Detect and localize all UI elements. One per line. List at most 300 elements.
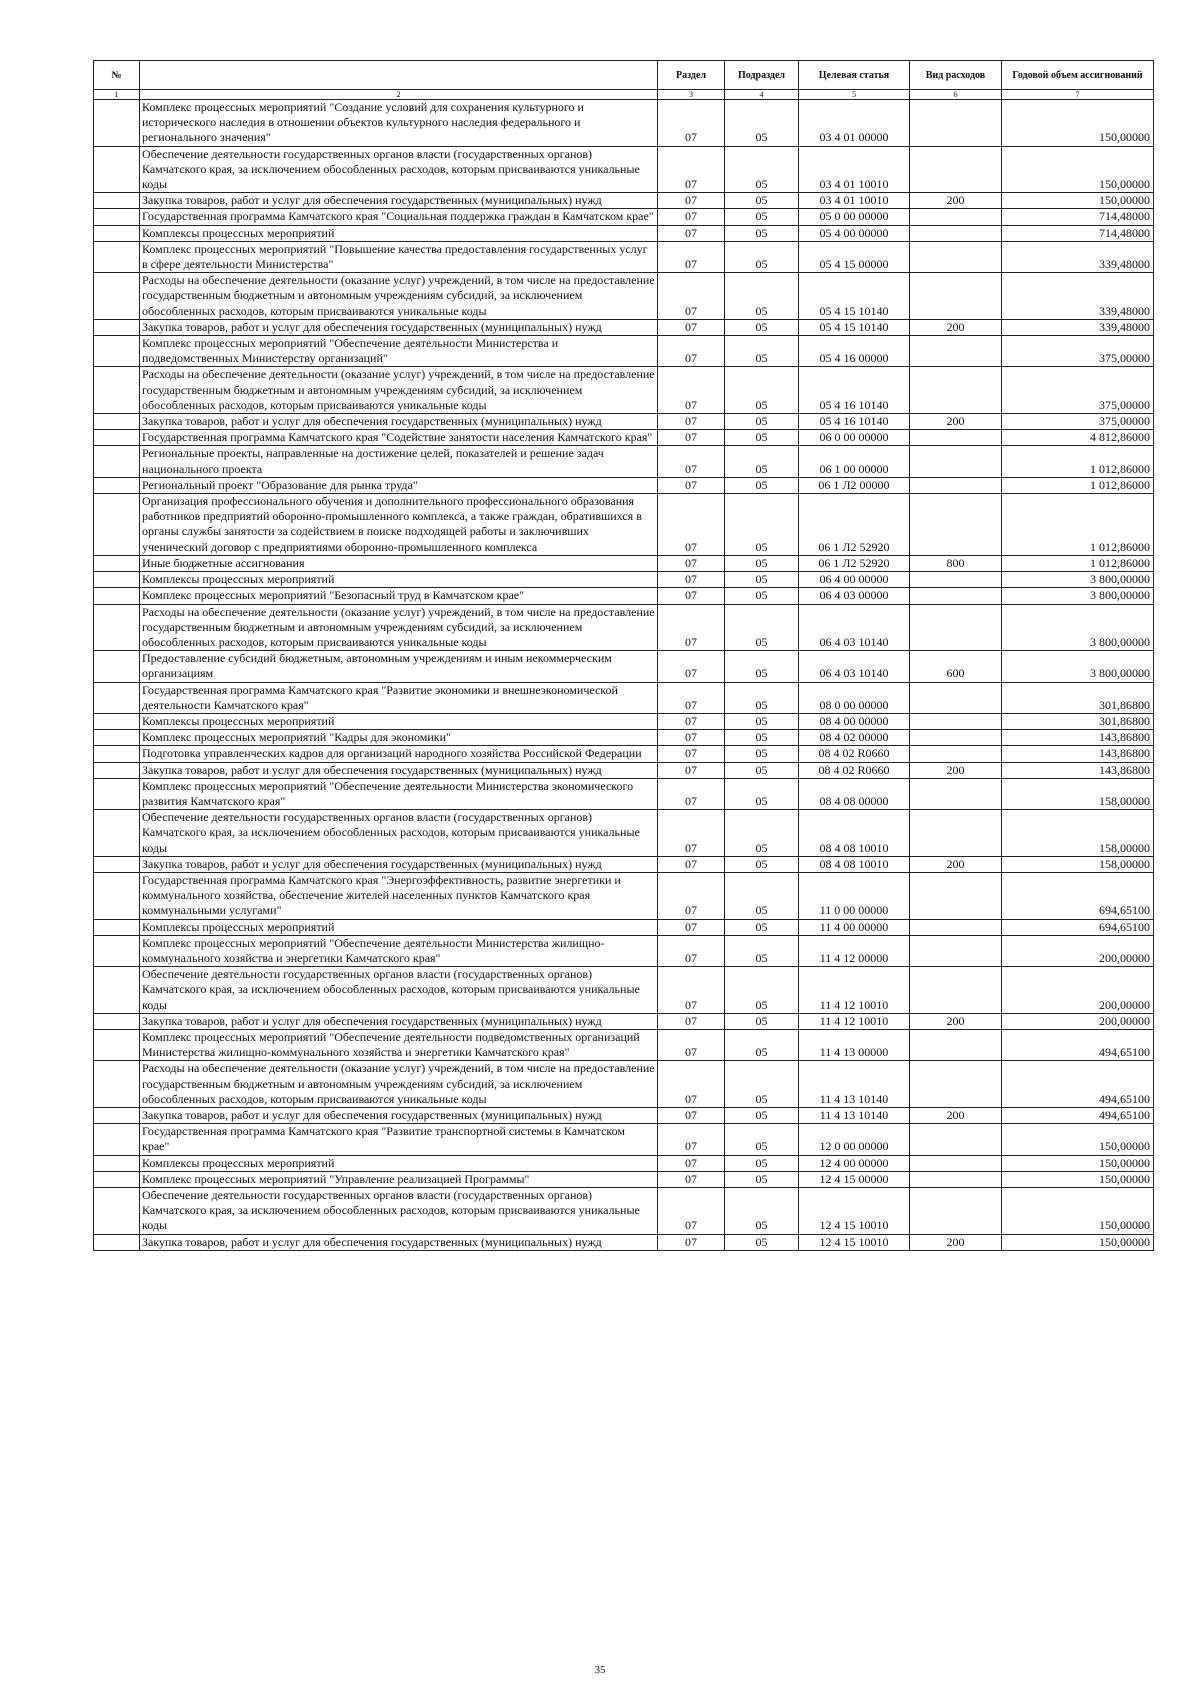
row-target-cell: 11 4 12 10010 xyxy=(799,967,910,1014)
row-name-cell: Региональные проекты, направленные на достижение целей, показателей и решение задач национального проекта xyxy=(140,446,658,477)
row-target-cell: 08 4 08 10010 xyxy=(799,810,910,857)
table-row xyxy=(94,241,1154,272)
table-row xyxy=(94,572,1154,588)
row-amount-cell: 150,00000 xyxy=(1002,1188,1154,1235)
row-name-cell: Предоставление субсидий бюджетным, автономным учреждениям и иным некоммерческим организациям xyxy=(140,651,658,682)
row-expense-type-cell xyxy=(910,273,1002,320)
row-expense-type-cell xyxy=(910,730,1002,746)
header-no: № xyxy=(94,61,140,90)
row-subsection-cell: 05 xyxy=(725,367,799,414)
row-amount-cell: 200,00000 xyxy=(1002,967,1154,1014)
budget-table xyxy=(93,60,1154,1251)
table-row xyxy=(94,336,1154,367)
row-expense-type-cell xyxy=(910,919,1002,935)
row-index-cell xyxy=(94,414,140,430)
row-name-cell: Государственная программа Камчатского края "Социальная поддержка граждан в Камчатском крае" xyxy=(140,209,658,225)
row-target-cell: 08 4 08 00000 xyxy=(799,778,910,809)
row-target-cell: 06 4 03 00000 xyxy=(799,588,910,604)
row-expense-type-cell xyxy=(910,336,1002,367)
table-row xyxy=(94,762,1154,778)
row-target-cell: 11 4 13 10140 xyxy=(799,1061,910,1108)
row-name-cell: Закупка товаров, работ и услуг для обеспечения государственных (муниципальных) нужд xyxy=(140,1234,658,1250)
table-body xyxy=(94,100,1154,1251)
row-target-cell: 05 4 00 00000 xyxy=(799,225,910,241)
row-subsection-cell: 05 xyxy=(725,241,799,272)
row-section-cell: 07 xyxy=(658,319,725,335)
row-name-cell: Расходы на обеспечение деятельности (оказание услуг) учреждений, в том числе на предоставление государственным бюджетным и автономным учреждениям субсидий, за исключением обособленных расходов, которым присваиваются уникальные коды xyxy=(140,1061,658,1108)
row-expense-type-cell xyxy=(910,746,1002,762)
row-name-cell: Комплексы процессных мероприятий xyxy=(140,919,658,935)
row-amount-cell: 158,00000 xyxy=(1002,778,1154,809)
row-target-cell: 08 4 02 00000 xyxy=(799,730,910,746)
row-amount-cell: 3 800,00000 xyxy=(1002,572,1154,588)
row-section-cell: 07 xyxy=(658,810,725,857)
row-target-cell: 03 4 01 10010 xyxy=(799,146,910,193)
row-name-cell: Закупка товаров, работ и услуг для обеспечения государственных (муниципальных) нужд xyxy=(140,319,658,335)
row-expense-type-cell: 200 xyxy=(910,856,1002,872)
row-index-cell xyxy=(94,1188,140,1235)
row-expense-type-cell xyxy=(910,810,1002,857)
header-target: Целевая статья xyxy=(799,61,910,90)
row-target-cell: 11 4 00 00000 xyxy=(799,919,910,935)
row-name-cell: Комплекс процессных мероприятий "Создание условий для сохранения культурного и исторического наследия в отношении объектов культурного наследия федерального и регионального значения" xyxy=(140,100,658,147)
row-expense-type-cell: 600 xyxy=(910,651,1002,682)
row-amount-cell: 3 800,00000 xyxy=(1002,651,1154,682)
row-index-cell xyxy=(94,1171,140,1187)
row-amount-cell: 158,00000 xyxy=(1002,856,1154,872)
row-subsection-cell: 05 xyxy=(725,100,799,147)
row-target-cell: 06 1 Л2 52920 xyxy=(799,494,910,556)
row-target-cell: 12 4 15 10010 xyxy=(799,1234,910,1250)
row-amount-cell: 3 800,00000 xyxy=(1002,604,1154,651)
row-expense-type-cell xyxy=(910,872,1002,919)
row-section-cell: 07 xyxy=(658,1029,725,1060)
table-row xyxy=(94,1171,1154,1187)
table-row xyxy=(94,713,1154,729)
row-subsection-cell: 05 xyxy=(725,193,799,209)
table-row xyxy=(94,1155,1154,1171)
row-index-cell xyxy=(94,1155,140,1171)
row-expense-type-cell: 200 xyxy=(910,414,1002,430)
row-amount-cell: 714,48000 xyxy=(1002,209,1154,225)
table-row xyxy=(94,919,1154,935)
row-target-cell: 12 4 15 10010 xyxy=(799,1188,910,1235)
row-index-cell xyxy=(94,555,140,571)
row-name-cell: Комплекс процессных мероприятий "Управление реализацией Программы" xyxy=(140,1171,658,1187)
row-amount-cell: 375,00000 xyxy=(1002,336,1154,367)
row-index-cell xyxy=(94,225,140,241)
table-row xyxy=(94,1108,1154,1124)
row-expense-type-cell xyxy=(910,778,1002,809)
budget-document xyxy=(93,60,1153,1251)
row-expense-type-cell xyxy=(910,604,1002,651)
row-index-cell xyxy=(94,494,140,556)
row-name-cell: Расходы на обеспечение деятельности (оказание услуг) учреждений, в том числе на предоставление государственным бюджетным и автономным учреждениям субсидий, за исключением обособленных расходов, которым присваиваются уникальные коды xyxy=(140,604,658,651)
row-subsection-cell: 05 xyxy=(725,430,799,446)
row-index-cell xyxy=(94,730,140,746)
row-subsection-cell: 05 xyxy=(725,1234,799,1250)
row-name-cell: Комплексы процессных мероприятий xyxy=(140,225,658,241)
row-amount-cell: 301,86800 xyxy=(1002,713,1154,729)
row-index-cell xyxy=(94,446,140,477)
row-subsection-cell: 05 xyxy=(725,555,799,571)
row-subsection-cell: 05 xyxy=(725,746,799,762)
row-index-cell xyxy=(94,336,140,367)
row-section-cell: 07 xyxy=(658,146,725,193)
row-expense-type-cell xyxy=(910,146,1002,193)
table-header-row xyxy=(94,61,1154,90)
row-subsection-cell: 05 xyxy=(725,919,799,935)
row-name-cell: Расходы на обеспечение деятельности (оказание услуг) учреждений, в том числе на предоставление государственным бюджетным и автономным учреждениям субсидий, за исключением обособленных расходов, которым присваиваются уникальные коды xyxy=(140,367,658,414)
row-index-cell xyxy=(94,682,140,713)
table-row xyxy=(94,856,1154,872)
row-amount-cell: 143,86800 xyxy=(1002,746,1154,762)
row-expense-type-cell: 200 xyxy=(910,1234,1002,1250)
row-subsection-cell: 05 xyxy=(725,225,799,241)
row-expense-type-cell xyxy=(910,209,1002,225)
row-name-cell: Закупка товаров, работ и услуг для обеспечения государственных (муниципальных) нужд xyxy=(140,414,658,430)
header-section: Раздел xyxy=(658,61,725,90)
row-amount-cell: 301,86800 xyxy=(1002,682,1154,713)
row-index-cell xyxy=(94,604,140,651)
table-row xyxy=(94,209,1154,225)
row-amount-cell: 150,00000 xyxy=(1002,1155,1154,1171)
row-target-cell: 05 4 16 10140 xyxy=(799,414,910,430)
header-annual-volume: Годовой объем ассигнований xyxy=(1002,61,1154,90)
row-target-cell: 05 4 15 00000 xyxy=(799,241,910,272)
row-name-cell: Комплекс процессных мероприятий "Обеспечение деятельности Министерства экономического развития Камчатского края" xyxy=(140,778,658,809)
row-subsection-cell: 05 xyxy=(725,604,799,651)
row-amount-cell: 200,00000 xyxy=(1002,935,1154,966)
row-target-cell: 05 4 15 10140 xyxy=(799,273,910,320)
row-target-cell: 12 0 00 00000 xyxy=(799,1124,910,1155)
row-amount-cell: 158,00000 xyxy=(1002,810,1154,857)
table-row xyxy=(94,367,1154,414)
row-section-cell: 07 xyxy=(658,746,725,762)
row-subsection-cell: 05 xyxy=(725,935,799,966)
table-row xyxy=(94,746,1154,762)
row-section-cell: 07 xyxy=(658,414,725,430)
row-expense-type-cell: 800 xyxy=(910,555,1002,571)
row-subsection-cell: 05 xyxy=(725,651,799,682)
table-row xyxy=(94,146,1154,193)
table-row xyxy=(94,225,1154,241)
row-target-cell: 12 4 00 00000 xyxy=(799,1155,910,1171)
row-index-cell xyxy=(94,713,140,729)
row-expense-type-cell: 200 xyxy=(910,319,1002,335)
row-subsection-cell: 05 xyxy=(725,1124,799,1155)
row-section-cell: 07 xyxy=(658,477,725,493)
row-target-cell: 06 1 Л2 52920 xyxy=(799,555,910,571)
row-target-cell: 06 1 Л2 00000 xyxy=(799,477,910,493)
table-row xyxy=(94,446,1154,477)
row-amount-cell: 150,00000 xyxy=(1002,1234,1154,1250)
row-subsection-cell: 05 xyxy=(725,273,799,320)
row-amount-cell: 150,00000 xyxy=(1002,146,1154,193)
row-subsection-cell: 05 xyxy=(725,682,799,713)
row-expense-type-cell xyxy=(910,935,1002,966)
row-amount-cell: 714,48000 xyxy=(1002,225,1154,241)
row-name-cell: Региональный проект "Образование для рынка труда" xyxy=(140,477,658,493)
row-expense-type-cell xyxy=(910,430,1002,446)
row-target-cell: 05 0 00 00000 xyxy=(799,209,910,225)
row-index-cell xyxy=(94,209,140,225)
row-subsection-cell: 05 xyxy=(725,319,799,335)
row-section-cell: 07 xyxy=(658,555,725,571)
row-amount-cell: 150,00000 xyxy=(1002,1124,1154,1155)
row-subsection-cell: 05 xyxy=(725,1013,799,1029)
row-section-cell: 07 xyxy=(658,1234,725,1250)
row-amount-cell: 694,65100 xyxy=(1002,919,1154,935)
row-expense-type-cell xyxy=(910,241,1002,272)
row-name-cell: Комплекс процессных мероприятий "Обеспечение деятельности подведомственных организаций Министерства жилищно-коммунального хозяйства и энергетики Камчатского края" xyxy=(140,1029,658,1060)
row-index-cell xyxy=(94,1061,140,1108)
row-index-cell xyxy=(94,919,140,935)
row-index-cell xyxy=(94,1013,140,1029)
row-section-cell: 07 xyxy=(658,100,725,147)
row-amount-cell: 200,00000 xyxy=(1002,1013,1154,1029)
row-subsection-cell: 05 xyxy=(725,414,799,430)
row-amount-cell: 150,00000 xyxy=(1002,1171,1154,1187)
row-target-cell: 08 0 00 00000 xyxy=(799,682,910,713)
row-section-cell: 07 xyxy=(658,336,725,367)
row-subsection-cell: 05 xyxy=(725,1188,799,1235)
table-row xyxy=(94,193,1154,209)
row-amount-cell: 339,48000 xyxy=(1002,273,1154,320)
column-number: 7 xyxy=(1002,90,1154,100)
row-amount-cell: 1 012,86000 xyxy=(1002,555,1154,571)
table-row xyxy=(94,651,1154,682)
row-expense-type-cell xyxy=(910,1124,1002,1155)
row-index-cell xyxy=(94,241,140,272)
row-section-cell: 07 xyxy=(658,1124,725,1155)
row-name-cell: Государственная программа Камчатского края "Развитие экономики и внешнеэкономической деятельности Камчатского края" xyxy=(140,682,658,713)
row-expense-type-cell xyxy=(910,588,1002,604)
row-index-cell xyxy=(94,319,140,335)
row-amount-cell: 694,65100 xyxy=(1002,872,1154,919)
row-expense-type-cell: 200 xyxy=(910,193,1002,209)
row-section-cell: 07 xyxy=(658,241,725,272)
row-expense-type-cell xyxy=(910,1061,1002,1108)
row-name-cell: Комплекс процессных мероприятий "Обеспечение деятельности Министерства и подведомственных Министерству организаций" xyxy=(140,336,658,367)
row-index-cell xyxy=(94,872,140,919)
row-target-cell: 11 4 13 10140 xyxy=(799,1108,910,1124)
row-name-cell: Комплексы процессных мероприятий xyxy=(140,713,658,729)
row-section-cell: 07 xyxy=(658,935,725,966)
row-index-cell xyxy=(94,146,140,193)
row-section-cell: 07 xyxy=(658,682,725,713)
row-target-cell: 11 4 12 10010 xyxy=(799,1013,910,1029)
table-row xyxy=(94,1061,1154,1108)
row-amount-cell: 494,65100 xyxy=(1002,1108,1154,1124)
row-expense-type-cell xyxy=(910,713,1002,729)
row-amount-cell: 4 812,86000 xyxy=(1002,430,1154,446)
row-subsection-cell: 05 xyxy=(725,209,799,225)
row-section-cell: 07 xyxy=(658,273,725,320)
column-number: 1 xyxy=(94,90,140,100)
row-expense-type-cell xyxy=(910,367,1002,414)
row-target-cell: 06 0 00 00000 xyxy=(799,430,910,446)
row-section-cell: 07 xyxy=(658,572,725,588)
row-index-cell xyxy=(94,810,140,857)
row-index-cell xyxy=(94,967,140,1014)
row-index-cell xyxy=(94,430,140,446)
row-name-cell: Комплекс процессных мероприятий "Обеспечение деятельности Министерства жилищно-коммунального хозяйства и энергетики Камчатского края" xyxy=(140,935,658,966)
row-expense-type-cell xyxy=(910,1155,1002,1171)
table-row xyxy=(94,1188,1154,1235)
row-target-cell: 08 4 02 R0660 xyxy=(799,762,910,778)
row-index-cell xyxy=(94,1124,140,1155)
row-index-cell xyxy=(94,778,140,809)
row-amount-cell: 143,86800 xyxy=(1002,730,1154,746)
row-section-cell: 07 xyxy=(658,967,725,1014)
row-target-cell: 05 4 16 10140 xyxy=(799,367,910,414)
row-expense-type-cell: 200 xyxy=(910,1013,1002,1029)
row-subsection-cell: 05 xyxy=(725,446,799,477)
table-row xyxy=(94,967,1154,1014)
table-row xyxy=(94,1029,1154,1060)
row-amount-cell: 150,00000 xyxy=(1002,100,1154,147)
row-target-cell: 08 4 00 00000 xyxy=(799,713,910,729)
row-name-cell: Закупка товаров, работ и услуг для обеспечения государственных (муниципальных) нужд xyxy=(140,762,658,778)
row-subsection-cell: 05 xyxy=(725,588,799,604)
row-index-cell xyxy=(94,273,140,320)
row-amount-cell: 494,65100 xyxy=(1002,1061,1154,1108)
row-index-cell xyxy=(94,1108,140,1124)
header-subsection: Подраздел xyxy=(725,61,799,90)
row-expense-type-cell xyxy=(910,225,1002,241)
row-target-cell: 11 4 12 00000 xyxy=(799,935,910,966)
row-target-cell: 12 4 15 00000 xyxy=(799,1171,910,1187)
row-section-cell: 07 xyxy=(658,651,725,682)
row-subsection-cell: 05 xyxy=(725,146,799,193)
row-section-cell: 07 xyxy=(658,494,725,556)
table-row xyxy=(94,682,1154,713)
row-expense-type-cell: 200 xyxy=(910,1108,1002,1124)
row-index-cell xyxy=(94,651,140,682)
row-target-cell: 11 4 13 00000 xyxy=(799,1029,910,1060)
row-expense-type-cell xyxy=(910,494,1002,556)
header-expense-type: Вид расходов xyxy=(910,61,1002,90)
row-expense-type-cell: 200 xyxy=(910,762,1002,778)
row-index-cell xyxy=(94,367,140,414)
row-name-cell: Обеспечение деятельности государственных органов власти (государственных органов) Камчатского края, за исключением обособленных расходов, которым присваиваются уникальные коды xyxy=(140,967,658,1014)
row-expense-type-cell xyxy=(910,477,1002,493)
row-section-cell: 07 xyxy=(658,1108,725,1124)
table-row xyxy=(94,430,1154,446)
row-index-cell xyxy=(94,856,140,872)
row-name-cell: Закупка товаров, работ и услуг для обеспечения государственных (муниципальных) нужд xyxy=(140,856,658,872)
table-row xyxy=(94,872,1154,919)
row-expense-type-cell xyxy=(910,1029,1002,1060)
row-name-cell: Обеспечение деятельности государственных органов власти (государственных органов) Камчатского края, за исключением обособленных расходов, которым присваиваются уникальные коды xyxy=(140,810,658,857)
row-expense-type-cell xyxy=(910,1171,1002,1187)
row-name-cell: Закупка товаров, работ и услуг для обеспечения государственных (муниципальных) нужд xyxy=(140,1108,658,1124)
row-amount-cell: 143,86800 xyxy=(1002,762,1154,778)
row-amount-cell: 1 012,86000 xyxy=(1002,446,1154,477)
row-name-cell: Государственная программа Камчатского края "Содействие занятости населения Камчатского края" xyxy=(140,430,658,446)
row-subsection-cell: 05 xyxy=(725,336,799,367)
row-name-cell: Комплекс процессных мероприятий "Кадры для экономики" xyxy=(140,730,658,746)
table-row xyxy=(94,604,1154,651)
row-section-cell: 07 xyxy=(658,209,725,225)
row-subsection-cell: 05 xyxy=(725,967,799,1014)
table-row xyxy=(94,414,1154,430)
row-index-cell xyxy=(94,1029,140,1060)
row-target-cell: 06 4 03 10140 xyxy=(799,604,910,651)
row-target-cell: 03 4 01 10010 xyxy=(799,193,910,209)
row-subsection-cell: 05 xyxy=(725,730,799,746)
row-section-cell: 07 xyxy=(658,1061,725,1108)
row-section-cell: 07 xyxy=(658,1155,725,1171)
table-row xyxy=(94,778,1154,809)
row-expense-type-cell xyxy=(910,446,1002,477)
table-row xyxy=(94,273,1154,320)
row-expense-type-cell xyxy=(910,572,1002,588)
row-amount-cell: 1 012,86000 xyxy=(1002,477,1154,493)
row-name-cell: Комплекс процессных мероприятий "Безопасный труд в Камчатском крае" xyxy=(140,588,658,604)
row-section-cell: 07 xyxy=(658,856,725,872)
table-row xyxy=(94,494,1154,556)
row-index-cell xyxy=(94,193,140,209)
table-row xyxy=(94,319,1154,335)
row-amount-cell: 1 012,86000 xyxy=(1002,494,1154,556)
row-section-cell: 07 xyxy=(658,872,725,919)
row-section-cell: 07 xyxy=(658,1188,725,1235)
table-row xyxy=(94,1234,1154,1250)
row-section-cell: 07 xyxy=(658,730,725,746)
column-number: 5 xyxy=(799,90,910,100)
row-section-cell: 07 xyxy=(658,446,725,477)
row-name-cell: Комплексы процессных мероприятий xyxy=(140,1155,658,1171)
row-subsection-cell: 05 xyxy=(725,572,799,588)
row-amount-cell: 375,00000 xyxy=(1002,367,1154,414)
row-section-cell: 07 xyxy=(658,225,725,241)
row-expense-type-cell xyxy=(910,1188,1002,1235)
table-row xyxy=(94,730,1154,746)
row-name-cell: Подготовка управленческих кадров для организаций народного хозяйства Российской Федерации xyxy=(140,746,658,762)
row-target-cell: 08 4 08 10010 xyxy=(799,856,910,872)
header-name xyxy=(140,61,658,90)
row-amount-cell: 339,48000 xyxy=(1002,241,1154,272)
column-number: 4 xyxy=(725,90,799,100)
page-number: 35 xyxy=(594,1664,606,1676)
row-name-cell: Закупка товаров, работ и услуг для обеспечения государственных (муниципальных) нужд xyxy=(140,1013,658,1029)
table-row xyxy=(94,1124,1154,1155)
row-subsection-cell: 05 xyxy=(725,494,799,556)
row-section-cell: 07 xyxy=(658,193,725,209)
row-name-cell: Комплексы процессных мероприятий xyxy=(140,572,658,588)
table-row xyxy=(94,588,1154,604)
row-index-cell xyxy=(94,572,140,588)
row-subsection-cell: 05 xyxy=(725,856,799,872)
row-section-cell: 07 xyxy=(658,588,725,604)
row-target-cell: 05 4 16 00000 xyxy=(799,336,910,367)
row-target-cell: 05 4 15 10140 xyxy=(799,319,910,335)
column-number-row xyxy=(94,90,1154,100)
table-row xyxy=(94,1013,1154,1029)
row-section-cell: 07 xyxy=(658,778,725,809)
table-row xyxy=(94,100,1154,147)
column-number: 2 xyxy=(140,90,658,100)
row-target-cell: 06 4 00 00000 xyxy=(799,572,910,588)
row-index-cell xyxy=(94,746,140,762)
row-subsection-cell: 05 xyxy=(725,1029,799,1060)
row-section-cell: 07 xyxy=(658,762,725,778)
row-index-cell xyxy=(94,762,140,778)
row-index-cell xyxy=(94,1234,140,1250)
row-name-cell: Государственная программа Камчатского края "Энергоэффективность, развитие энергетики и коммунального хозяйства, обеспечение жителей населенных пунктов Камчатского края коммунальными услугами" xyxy=(140,872,658,919)
